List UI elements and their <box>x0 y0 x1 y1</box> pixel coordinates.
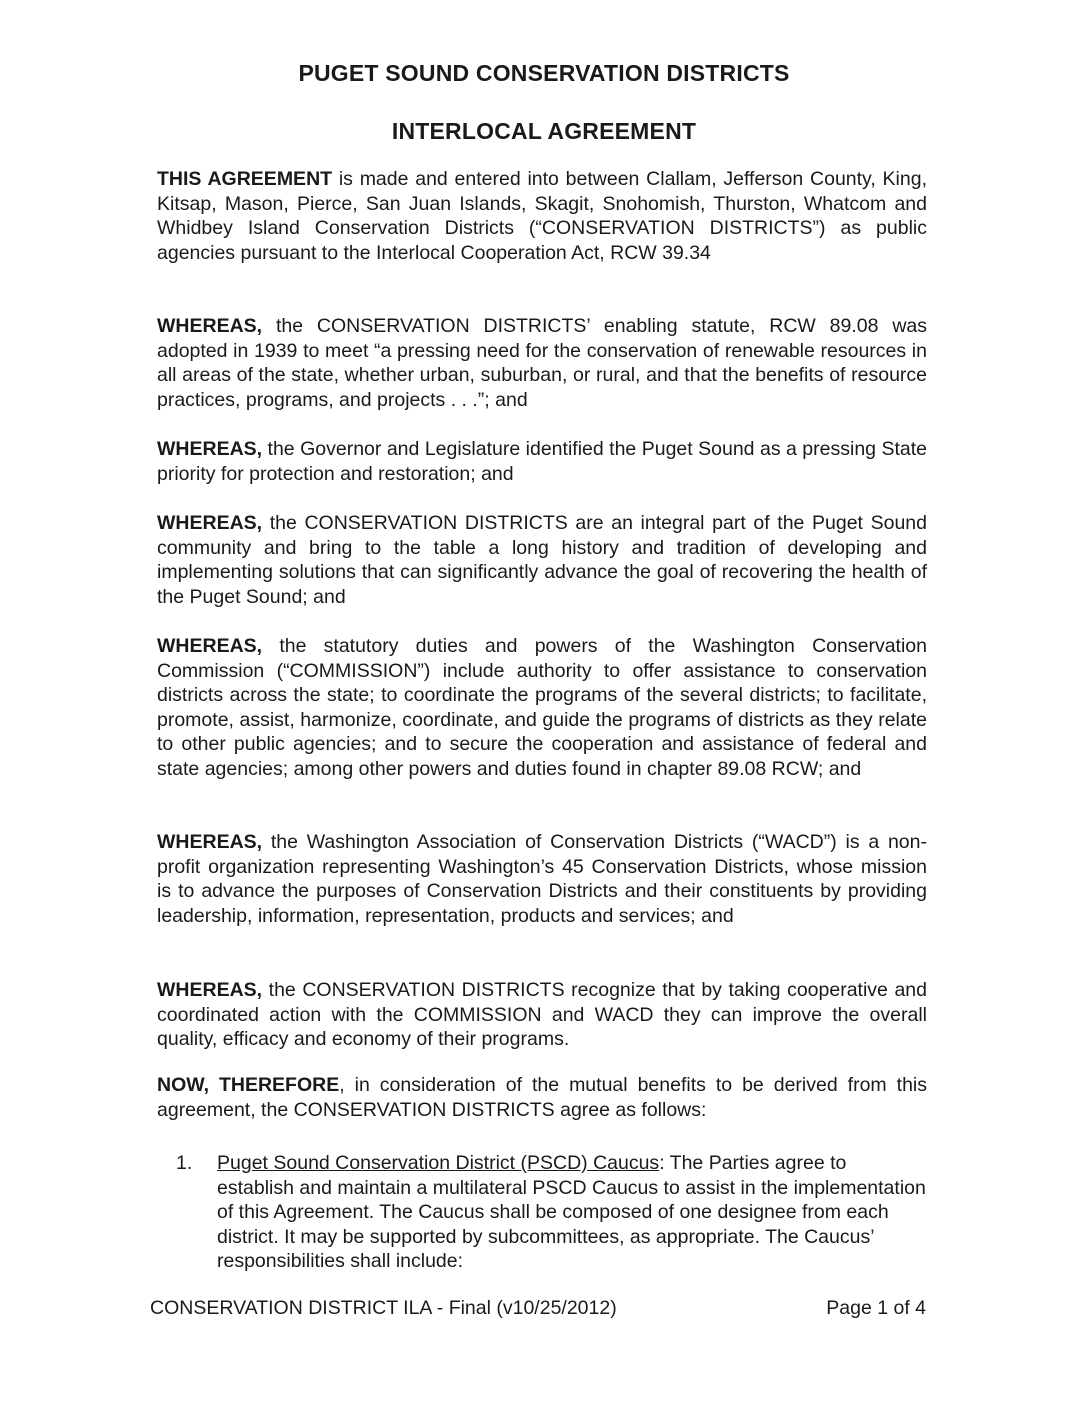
paragraph-text: , in consideration of the mutual benefits to be derived from this agreement, the CONSERVATION DISTRICTS agree as follows: <box>157 1074 927 1121</box>
paragraph-lead: WHEREAS, <box>157 831 263 853</box>
list-item-heading: Puget Sound Conservation District (PSCD) Caucus <box>217 1152 660 1174</box>
paragraph-text: the CONSERVATION DISTRICTS are an integral part of the Puget Sound community and bring to the table a long history and tradition of developing and implementing solutions that can significantly advance the goal of recovering the health of the Puget Sound; and <box>157 512 927 608</box>
list-item-text: : The Parties agree to establish and maintain a multilateral PSCD Caucus to assist in the implementation of this Agreement. The Caucus shall be composed of one designee from each district. It may be supported by subcommittees, as appropriate. The Caucus’ responsibilities shall include: <box>217 1152 926 1273</box>
agreement-paragraph <box>157 167 927 265</box>
whereas-paragraph <box>157 634 927 782</box>
whereas-paragraph <box>157 314 927 412</box>
whereas-paragraph <box>157 978 927 1052</box>
footer-page-number: Page 1 of 4 <box>826 1297 926 1319</box>
paragraph-lead: NOW, THEREFORE <box>157 1074 340 1096</box>
paragraph-text: the Governor and Legislature identified the Puget Sound as a pressing State priority for protection and restoration; and <box>157 438 927 485</box>
footer-document-label: CONSERVATION DISTRICT ILA - Final (v10/25/2012) <box>150 1297 617 1319</box>
document-title: PUGET SOUND CONSERVATION DISTRICTS <box>298 60 790 86</box>
paragraph-lead: THIS AGREEMENT <box>157 168 333 190</box>
page-footer <box>150 1297 926 1320</box>
list-item-body <box>217 1151 928 1274</box>
paragraph-lead: WHEREAS, <box>157 512 263 534</box>
document-subtitle: INTERLOCAL AGREEMENT <box>391 118 697 144</box>
paragraph-lead: WHEREAS, <box>157 315 263 337</box>
paragraph-text: the CONSERVATION DISTRICTS recognize that by taking cooperative and coordinated action with the COMMISSION and WACD they can improve the overall quality, efficacy and economy of their programs. <box>157 979 927 1051</box>
whereas-paragraph <box>157 830 927 928</box>
list-item-number: 1. <box>176 1152 193 1174</box>
paragraph-lead: WHEREAS, <box>157 635 263 657</box>
whereas-paragraph <box>157 437 927 486</box>
paragraph-text: is made and entered into between Clallam, Jefferson County, King, Kitsap, Mason, Pierce, San Juan Islands, Skagit, Snohomish, Thurston, Whatcom and Whidbey Island Conservation Districts (“CONSERVATION DISTRICTS”) as public agencies pursuant to the Interlocal Cooperation Act, RCW 39.34 <box>157 168 927 264</box>
paragraph-text: the Washington Association of Conservation Districts (“WACD”) is a non-profit organization representing Washington’s 45 Conservation Districts, whose mission is to advance the purposes of Conservation Districts and their constituents by providing leadership, information, representation, products and services; and <box>157 831 927 927</box>
paragraph-lead: WHEREAS, <box>157 979 263 1001</box>
paragraph-text: the statutory duties and powers of the Washington Conservation Commission (“COMMISSION”) include authority to offer assistance to conservation districts across the state; to coordinate the programs of the several districts; to facilitate, promote, assist, harmonize, coordinate, and guide the programs of districts as they relate to other public agencies; and to secure the cooperation and assistance of federal and state agencies; among other powers and duties found in chapter 89.08 RCW; and <box>157 635 927 780</box>
paragraph-lead: WHEREAS, <box>157 438 263 460</box>
whereas-paragraph <box>157 511 927 609</box>
paragraph-text: the CONSERVATION DISTRICTS’ enabling statute, RCW 89.08 was adopted in 1939 to meet “a pressing need for the conservation of renewable resources in all areas of the state, whether urban, suburban, or rural, and that the benefits of resource practices, programs, and projects . . .”; and <box>157 315 927 411</box>
list-item <box>176 1151 928 1274</box>
therefore-paragraph <box>157 1073 927 1122</box>
